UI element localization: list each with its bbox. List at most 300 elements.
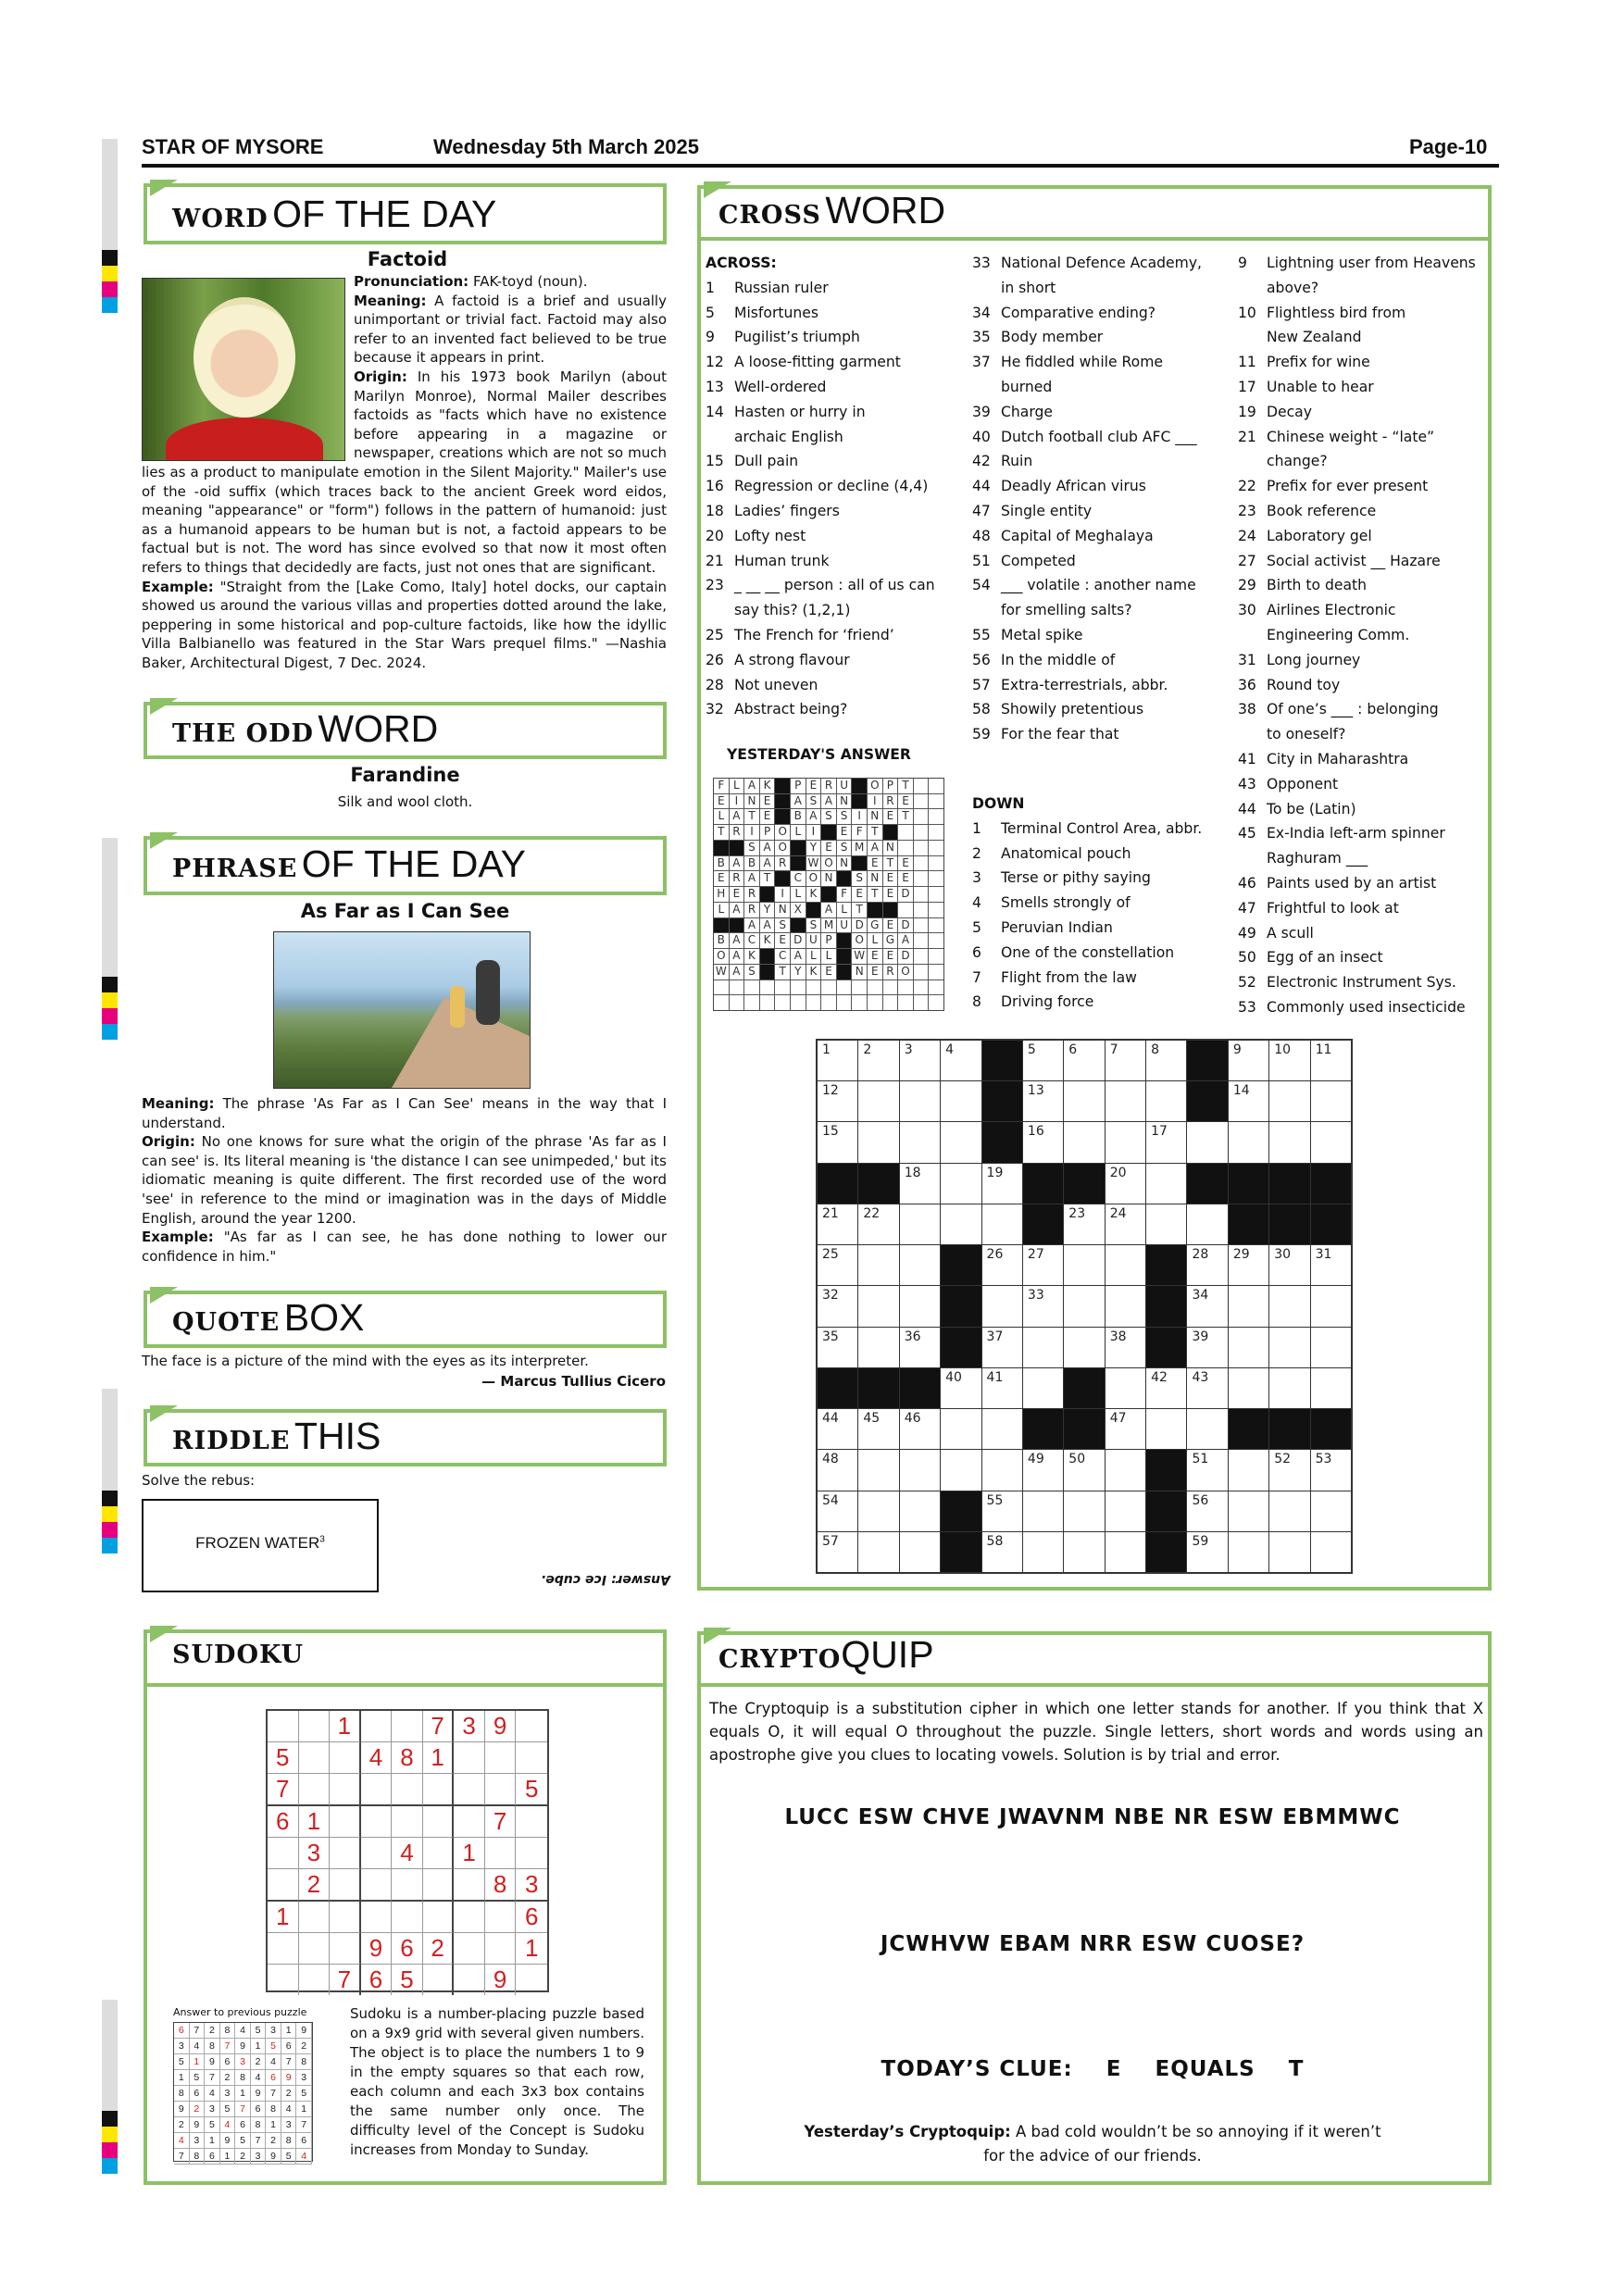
crossword-cell[interactable]: [1064, 1122, 1104, 1162]
crossword-cell[interactable]: 5: [1023, 1041, 1063, 1080]
sudoku-cell[interactable]: [361, 1838, 393, 1869]
crossword-cell[interactable]: [1269, 1491, 1309, 1531]
crossword-cell[interactable]: 1: [818, 1041, 857, 1080]
crossword-cell[interactable]: [858, 1532, 898, 1572]
crossword-cell[interactable]: [1064, 1245, 1104, 1285]
sudoku-cell[interactable]: 7: [330, 1965, 361, 1995]
crossword-cell[interactable]: [1311, 1491, 1351, 1531]
crossword-cell[interactable]: [858, 1286, 898, 1326]
crossword-cell[interactable]: [1311, 1081, 1351, 1121]
crossword-cell[interactable]: [1106, 1491, 1145, 1531]
crossword-cell[interactable]: [982, 1122, 1022, 1162]
crossword-cell[interactable]: [982, 1041, 1022, 1080]
crossword-cell[interactable]: [1023, 1409, 1063, 1449]
crossword-cell[interactable]: [1229, 1286, 1268, 1326]
answer-cell: [837, 949, 852, 964]
crossword-cell[interactable]: [1106, 1081, 1145, 1121]
crossword-cell[interactable]: [1311, 1409, 1351, 1449]
crossword-cell[interactable]: [1229, 1409, 1268, 1449]
answer-cell: [914, 887, 929, 902]
crossword-cell[interactable]: 17: [1146, 1122, 1186, 1162]
sudoku-cell[interactable]: 5: [516, 1774, 547, 1806]
answer-cell: L: [821, 949, 836, 964]
crossword-cell[interactable]: [1311, 1122, 1351, 1162]
sudoku-cell[interactable]: [423, 1965, 455, 1995]
crossword-cell[interactable]: [900, 1081, 940, 1121]
sudoku-cell[interactable]: 3: [299, 1838, 331, 1869]
crossword-cell[interactable]: 13: [1023, 1081, 1063, 1121]
crossword-cell[interactable]: [1229, 1532, 1268, 1572]
sudoku-cell[interactable]: [299, 1711, 331, 1742]
sudoku-cell[interactable]: [454, 1965, 485, 1995]
crossword-grid[interactable]: [816, 1039, 1353, 1574]
sudoku-cell[interactable]: [361, 1902, 393, 1933]
crossword-cell[interactable]: [1311, 1286, 1351, 1326]
crossword-cell[interactable]: 39: [1187, 1328, 1227, 1367]
sudoku-cell[interactable]: 1: [454, 1838, 485, 1869]
sudoku-cell[interactable]: 9: [361, 1933, 393, 1965]
word-of-day-title: WORD OF THE DAY: [172, 193, 497, 235]
sudoku-cell[interactable]: 7: [423, 1711, 455, 1742]
sudoku-cell[interactable]: 1: [423, 1742, 455, 1774]
answer-cell: [760, 887, 775, 902]
crossword-cell[interactable]: 27: [1023, 1245, 1063, 1285]
crossword-cell[interactable]: [1023, 1368, 1063, 1408]
sudoku-cell[interactable]: [485, 1838, 517, 1869]
sudoku-cell[interactable]: [330, 1774, 361, 1806]
crossword-cell[interactable]: 34: [1187, 1286, 1227, 1326]
sudoku-cell[interactable]: [268, 1965, 299, 1995]
crossword-cell[interactable]: 20: [1106, 1164, 1145, 1204]
crossword-cell[interactable]: [1229, 1204, 1268, 1244]
sudoku-cell[interactable]: [423, 1838, 455, 1869]
crossword-cell[interactable]: [1064, 1409, 1104, 1449]
crossword-cell[interactable]: [941, 1164, 981, 1204]
sudoku-cell[interactable]: 9: [485, 1965, 517, 1995]
crossword-cell[interactable]: 57: [818, 1532, 857, 1572]
sudoku-cell[interactable]: [454, 1933, 485, 1965]
sudoku-grid[interactable]: [266, 1709, 549, 1992]
crossword-cell[interactable]: [900, 1286, 940, 1326]
sudoku-cell[interactable]: [392, 1902, 423, 1933]
crossword-cell[interactable]: [982, 1204, 1022, 1244]
crossword-cell[interactable]: 10: [1269, 1041, 1309, 1080]
crossword-cell[interactable]: [1269, 1368, 1309, 1408]
sudoku-cell[interactable]: 5: [392, 1965, 423, 1995]
sudoku-cell[interactable]: [361, 1774, 393, 1806]
crossword-cell[interactable]: [1311, 1368, 1351, 1408]
crossword-cell[interactable]: [1023, 1532, 1063, 1572]
crossword-cell[interactable]: 9: [1229, 1041, 1268, 1080]
crossword-cell[interactable]: [941, 1081, 981, 1121]
answer-cell: [714, 995, 729, 1010]
crossword-cell[interactable]: [818, 1368, 857, 1408]
answer-cell: [821, 980, 836, 995]
sudoku-cell[interactable]: 2: [423, 1933, 455, 1965]
crossword-cell[interactable]: [1269, 1164, 1309, 1204]
crossword-cell[interactable]: 49: [1023, 1450, 1063, 1490]
answer-cell: I: [730, 794, 744, 809]
sudoku-cell[interactable]: 6: [516, 1902, 547, 1933]
crossword-cell[interactable]: [1187, 1204, 1227, 1244]
sudoku-cell[interactable]: 1: [299, 1806, 331, 1838]
crossword-cell[interactable]: [1106, 1450, 1145, 1490]
clue-row: 47 Single entity: [972, 502, 1093, 519]
crossword-cell[interactable]: [900, 1204, 940, 1244]
crossword-cell[interactable]: [900, 1245, 940, 1285]
crossword-cell[interactable]: [941, 1409, 981, 1449]
crossword-cell[interactable]: [1146, 1164, 1186, 1204]
sudoku-cell[interactable]: [392, 1806, 423, 1838]
crossword-cell[interactable]: 22: [858, 1204, 898, 1244]
clue-row: 45 Ex-India left-arm spinner: [1238, 825, 1445, 842]
crossword-cell[interactable]: [982, 1409, 1022, 1449]
clue-row: say this? (1,2,1): [734, 602, 851, 619]
crossword-cell[interactable]: 12: [818, 1081, 857, 1121]
sudoku-cell[interactable]: [299, 1742, 331, 1774]
sudoku-cell[interactable]: [361, 1806, 393, 1838]
crossword-cell[interactable]: [1311, 1328, 1351, 1367]
crossword-cell[interactable]: [1146, 1245, 1186, 1285]
sudoku-cell[interactable]: 1: [268, 1902, 299, 1933]
crossword-cell[interactable]: 18: [900, 1164, 940, 1204]
sudoku-cell[interactable]: [485, 1933, 517, 1965]
crossword-cell[interactable]: 11: [1311, 1041, 1351, 1080]
sudoku-cell[interactable]: [485, 1742, 517, 1774]
crossword-cell[interactable]: 58: [982, 1532, 1022, 1572]
crossword-cell[interactable]: [1064, 1368, 1104, 1408]
sudoku-cell[interactable]: [299, 1902, 331, 1933]
solution-cell: 3: [235, 2054, 251, 2070]
answer-cell: [760, 949, 775, 964]
answer-cell: I: [806, 825, 821, 840]
clue-row: 1 Terminal Control Area, abbr.: [972, 819, 1203, 837]
answer-cell: [791, 918, 806, 933]
sudoku-cell[interactable]: [330, 1806, 361, 1838]
crossword-cell[interactable]: [1311, 1164, 1351, 1204]
sudoku-cell[interactable]: [516, 1838, 547, 1869]
solution-cell: 8: [251, 2117, 267, 2133]
answer-cell: P: [791, 779, 806, 793]
crossword-cell[interactable]: 52: [1269, 1450, 1309, 1490]
sudoku-cell[interactable]: 1: [516, 1933, 547, 1965]
crossword-cell[interactable]: 53: [1311, 1450, 1351, 1490]
crossword-cell[interactable]: [900, 1368, 940, 1408]
crossword-cell[interactable]: [1187, 1041, 1227, 1080]
crossword-cell[interactable]: [858, 1368, 898, 1408]
crossword-cell[interactable]: 38: [1106, 1328, 1145, 1367]
crossword-cell[interactable]: 48: [818, 1450, 857, 1490]
solution-cell: 7: [190, 2023, 206, 2039]
crossword-cell[interactable]: 40: [941, 1368, 981, 1408]
sudoku-cell[interactable]: [392, 1869, 423, 1902]
sudoku-cell[interactable]: 6: [268, 1806, 299, 1838]
crossword-cell[interactable]: [1311, 1204, 1351, 1244]
paper-name: STAR OF MYSORE: [142, 135, 324, 158]
crossword-cell[interactable]: 3: [900, 1041, 940, 1080]
crossword-cell[interactable]: 46: [900, 1409, 940, 1449]
crossword-cell[interactable]: [900, 1532, 940, 1572]
crossword-cell[interactable]: [900, 1122, 940, 1162]
solution-cell: 8: [281, 2133, 297, 2149]
sudoku-cell[interactable]: 4: [392, 1838, 423, 1869]
crossword-cell[interactable]: [858, 1122, 898, 1162]
answer-cell: O: [714, 949, 729, 964]
crossword-cell[interactable]: [1064, 1286, 1104, 1326]
crossword-cell[interactable]: 26: [982, 1245, 1022, 1285]
crossword-cell[interactable]: 2: [858, 1041, 898, 1080]
answer-cell: R: [821, 779, 836, 793]
answer-cell: A: [791, 794, 806, 809]
sudoku-cell[interactable]: 2: [299, 1869, 331, 1902]
sudoku-cell[interactable]: 1: [330, 1711, 361, 1742]
sudoku-cell[interactable]: 5: [268, 1742, 299, 1774]
sudoku-cell[interactable]: [330, 1742, 361, 1774]
crossword-cell[interactable]: 44: [818, 1409, 857, 1449]
crossword-cell[interactable]: [1187, 1164, 1227, 1204]
sudoku-cell[interactable]: [268, 1711, 299, 1742]
crossword-cell[interactable]: [1023, 1204, 1063, 1244]
crossword-cell[interactable]: [1023, 1164, 1063, 1204]
crossword-cell[interactable]: [1064, 1164, 1104, 1204]
sudoku-cell[interactable]: [361, 1711, 393, 1742]
crossword-cell[interactable]: [1229, 1122, 1268, 1162]
crossword-cell[interactable]: [941, 1245, 981, 1285]
crossword-cell[interactable]: 16: [1023, 1122, 1063, 1162]
sudoku-cell[interactable]: [485, 1902, 517, 1933]
sudoku-cell[interactable]: [454, 1902, 485, 1933]
sudoku-cell[interactable]: [330, 1902, 361, 1933]
sudoku-cell[interactable]: [516, 1965, 547, 1995]
crossword-cell[interactable]: [1146, 1491, 1186, 1531]
crossword-cell[interactable]: [982, 1450, 1022, 1490]
crossword-cell[interactable]: [1064, 1328, 1104, 1367]
crossword-cell[interactable]: [900, 1450, 940, 1490]
crossword-cell[interactable]: [1106, 1368, 1145, 1408]
print-margin-strip: [102, 139, 118, 250]
sudoku-cell[interactable]: [299, 1933, 331, 1965]
sudoku-cell[interactable]: [454, 1869, 485, 1902]
sudoku-cell[interactable]: 7: [485, 1806, 517, 1838]
sudoku-cell[interactable]: [330, 1838, 361, 1869]
sudoku-cell[interactable]: 4: [361, 1742, 393, 1774]
crossword-cell[interactable]: [1269, 1081, 1309, 1121]
crossword-cell[interactable]: [858, 1450, 898, 1490]
crossword-cell[interactable]: [1106, 1122, 1145, 1162]
crossword-cell[interactable]: [1146, 1532, 1186, 1572]
sudoku-cell[interactable]: [330, 1869, 361, 1902]
crossword-cell[interactable]: [1229, 1328, 1268, 1367]
crossword-cell[interactable]: [1229, 1164, 1268, 1204]
crossword-cell[interactable]: 29: [1229, 1245, 1268, 1285]
crossword-cell[interactable]: [1064, 1532, 1104, 1572]
solution-cell: 9: [190, 2117, 206, 2133]
answer-cell: A: [730, 809, 744, 824]
solution-cell: 9: [174, 2102, 190, 2117]
crossword-cell[interactable]: [1146, 1450, 1186, 1490]
crossword-cell[interactable]: [1269, 1328, 1309, 1367]
sudoku-cell[interactable]: [516, 1806, 547, 1838]
answer-cell: Y: [760, 903, 775, 917]
crossword-cell[interactable]: [1269, 1122, 1309, 1162]
crossword-cell[interactable]: 37: [982, 1328, 1022, 1367]
registration-marks: [102, 250, 118, 313]
crossword-cell[interactable]: [1187, 1081, 1227, 1121]
crossword-cell[interactable]: 54: [818, 1491, 857, 1531]
clue-row: 5 Misfortunes: [706, 304, 818, 321]
sudoku-cell[interactable]: 8: [485, 1869, 517, 1902]
crossword-cell[interactable]: [1229, 1491, 1268, 1531]
crossword-cell[interactable]: [858, 1328, 898, 1367]
crossword-cell[interactable]: 41: [982, 1368, 1022, 1408]
crossword-cell[interactable]: [818, 1164, 857, 1204]
crossword-cell[interactable]: 45: [858, 1409, 898, 1449]
answer-cell: D: [898, 918, 913, 933]
crossword-cell[interactable]: 19: [982, 1164, 1022, 1204]
sudoku-cell[interactable]: 9: [485, 1711, 517, 1742]
crossword-cell[interactable]: [1146, 1286, 1186, 1326]
crossword-cell[interactable]: [1023, 1328, 1063, 1367]
crossword-cell[interactable]: [1269, 1204, 1309, 1244]
crossword-cell[interactable]: [1269, 1532, 1309, 1572]
crossword-cell[interactable]: [982, 1081, 1022, 1121]
crossword-cell[interactable]: [1064, 1491, 1104, 1531]
sudoku-cell[interactable]: [330, 1933, 361, 1965]
crossword-cell[interactable]: 32: [818, 1286, 857, 1326]
crossword-cell[interactable]: 24: [1106, 1204, 1145, 1244]
crossword-cell[interactable]: [941, 1491, 981, 1531]
answer-cell: D: [852, 918, 867, 933]
answer-cell: E: [898, 871, 913, 886]
answer-cell: N: [868, 871, 882, 886]
crossword-cell[interactable]: 15: [818, 1122, 857, 1162]
crossword-cell[interactable]: [941, 1532, 981, 1572]
sudoku-cell[interactable]: 6: [361, 1965, 393, 1995]
crossword-cell[interactable]: [941, 1286, 981, 1326]
crossword-cell[interactable]: [1229, 1368, 1268, 1408]
crossword-cell[interactable]: 59: [1187, 1532, 1227, 1572]
crossword-cell[interactable]: 6: [1064, 1041, 1104, 1080]
sudoku-cell[interactable]: [299, 1774, 331, 1806]
crossword-cell[interactable]: [1187, 1409, 1227, 1449]
crossword-cell[interactable]: [1269, 1409, 1309, 1449]
answer-cell: O: [898, 965, 913, 980]
crossword-cell[interactable]: [1106, 1245, 1145, 1285]
solution-cell: 9: [205, 2054, 220, 2070]
sudoku-cell[interactable]: [299, 1965, 331, 1995]
sudoku-cell[interactable]: [392, 1774, 423, 1806]
crossword-cell[interactable]: 47: [1106, 1409, 1145, 1449]
crossword-cell[interactable]: [1106, 1286, 1145, 1326]
answer-cell: [914, 995, 929, 1010]
sudoku-cell[interactable]: 7: [268, 1774, 299, 1806]
answer-cell: [791, 856, 806, 871]
sudoku-cell[interactable]: [454, 1806, 485, 1838]
answer-cell: [929, 856, 943, 871]
sudoku-cell[interactable]: [485, 1774, 517, 1806]
crossword-cell[interactable]: [1146, 1081, 1186, 1121]
sudoku-cell[interactable]: 3: [516, 1869, 547, 1902]
crossword-cell[interactable]: [858, 1081, 898, 1121]
sudoku-cell[interactable]: [454, 1742, 485, 1774]
crossword-cell[interactable]: 30: [1269, 1245, 1309, 1285]
sudoku-cell[interactable]: [268, 1933, 299, 1965]
cryptoquip-clue: TODAY’S CLUE: E EQUALS T: [881, 2057, 1305, 2081]
sudoku-cell[interactable]: [423, 1774, 455, 1806]
crossword-cell[interactable]: 8: [1146, 1041, 1186, 1080]
crossword-cell[interactable]: [1146, 1328, 1186, 1367]
crossword-cell[interactable]: 51: [1187, 1450, 1227, 1490]
crossword-cell[interactable]: [1064, 1081, 1104, 1121]
crossword-cell[interactable]: 33: [1023, 1286, 1063, 1326]
crossword-cell[interactable]: [858, 1491, 898, 1531]
crossword-cell[interactable]: [1269, 1286, 1309, 1326]
crossword-cell[interactable]: [1146, 1409, 1186, 1449]
crossword-cell[interactable]: 56: [1187, 1491, 1227, 1531]
crossword-cell[interactable]: 50: [1064, 1450, 1104, 1490]
sudoku-cell[interactable]: 8: [392, 1742, 423, 1774]
crossword-cell[interactable]: 31: [1311, 1245, 1351, 1285]
sudoku-cell[interactable]: [392, 1711, 423, 1742]
crossword-cell[interactable]: [982, 1286, 1022, 1326]
crossword-cell[interactable]: [941, 1204, 981, 1244]
odd-word-title: THE ODD WORD: [172, 707, 439, 750]
solution-cell: 4: [266, 2054, 281, 2070]
crossword-cell[interactable]: 25: [818, 1245, 857, 1285]
crossword-cell[interactable]: 28: [1187, 1245, 1227, 1285]
crossword-cell[interactable]: 42: [1146, 1368, 1186, 1408]
sudoku-cell[interactable]: [516, 1711, 547, 1742]
sudoku-cell[interactable]: [423, 1869, 455, 1902]
crossword-cell[interactable]: [1106, 1532, 1145, 1572]
cryptoquip-intro: The Cryptoquip is a substitution cipher in which one letter stands for another. If you think that X equals O, it will equal O throughout the puzzle. Single letters, short words and words using an apostrophe give you clues to locating vowels. Solution is by trial and error.: [709, 1700, 1483, 1764]
crossword-cell[interactable]: [941, 1328, 981, 1367]
crossword-cell[interactable]: [1023, 1491, 1063, 1531]
crossword-cell[interactable]: [858, 1245, 898, 1285]
crossword-cell[interactable]: 14: [1229, 1081, 1268, 1121]
crossword-cell[interactable]: 55: [982, 1491, 1022, 1531]
sudoku-cell[interactable]: [423, 1902, 455, 1933]
crossword-cell[interactable]: 21: [818, 1204, 857, 1244]
crossword-cell[interactable]: [858, 1164, 898, 1204]
cryptoquip-title: CRYPTOQUIP: [718, 1633, 934, 1676]
answer-cell: O: [852, 933, 867, 948]
sudoku-cell[interactable]: [516, 1742, 547, 1774]
crossword-cell[interactable]: 35: [818, 1328, 857, 1367]
crossword-cell[interactable]: [900, 1491, 940, 1531]
crossword-cell[interactable]: 7: [1106, 1041, 1145, 1080]
crossword-cell[interactable]: 4: [941, 1041, 981, 1080]
crossword-cell[interactable]: [1146, 1204, 1186, 1244]
sudoku-cell[interactable]: [268, 1838, 299, 1869]
crossword-cell[interactable]: [1229, 1450, 1268, 1490]
answer-cell: [852, 995, 867, 1010]
sudoku-cell[interactable]: [454, 1774, 485, 1806]
crossword-cell[interactable]: [941, 1122, 981, 1162]
sudoku-cell[interactable]: [361, 1869, 393, 1902]
crossword-cell[interactable]: 36: [900, 1328, 940, 1367]
sudoku-cell[interactable]: 6: [392, 1933, 423, 1965]
crossword-cell[interactable]: [1311, 1532, 1351, 1572]
sudoku-cell[interactable]: [423, 1806, 455, 1838]
answer-cell: [791, 841, 806, 855]
sudoku-cell[interactable]: 3: [454, 1711, 485, 1742]
crossword-cell[interactable]: 23: [1064, 1204, 1104, 1244]
sudoku-cell[interactable]: [268, 1869, 299, 1902]
crossword-cell[interactable]: [941, 1450, 981, 1490]
crossword-cell[interactable]: 43: [1187, 1368, 1227, 1408]
crossword-cell[interactable]: [1187, 1122, 1227, 1162]
